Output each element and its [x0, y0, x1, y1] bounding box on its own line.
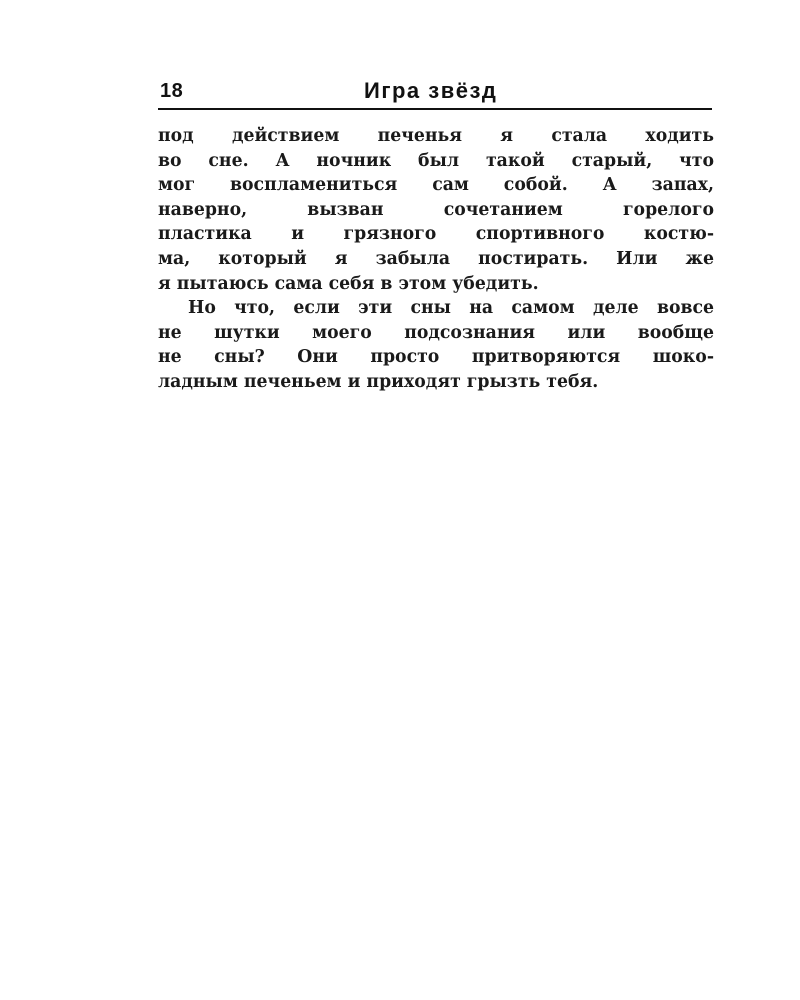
text-line: ладным печеньем и приходят грызть тебя. — [158, 371, 599, 392]
text-line: я пытаюсь сама себя в этом убедить. — [158, 273, 539, 294]
text-line: пластика и грязного спортивного костю- — [158, 224, 714, 245]
text-line: не шутки моего подсознания или вообще — [158, 322, 714, 343]
text-line: Но что, если эти сны на самом деле вовсе — [188, 298, 714, 319]
page-number: 18 — [160, 80, 184, 102]
text-line: не сны? Они просто притворяются шоко- — [158, 347, 714, 368]
text-line: ма, который я забыла постирать. Или же — [158, 248, 714, 269]
text-line: во сне. А ночник был такой старый, что — [158, 150, 714, 171]
book-title: Игра звёзд — [364, 78, 498, 103]
text-line: под действием печенья я стала ходить — [158, 126, 714, 146]
text-line: мог воспламениться сам собой. А запах, — [158, 175, 714, 196]
running-header — [158, 78, 712, 110]
text-line: наверно, вызван сочетанием горелого — [158, 199, 714, 220]
body-text — [158, 124, 714, 395]
paragraph-2 — [158, 296, 714, 394]
paragraph-1 — [158, 124, 714, 296]
